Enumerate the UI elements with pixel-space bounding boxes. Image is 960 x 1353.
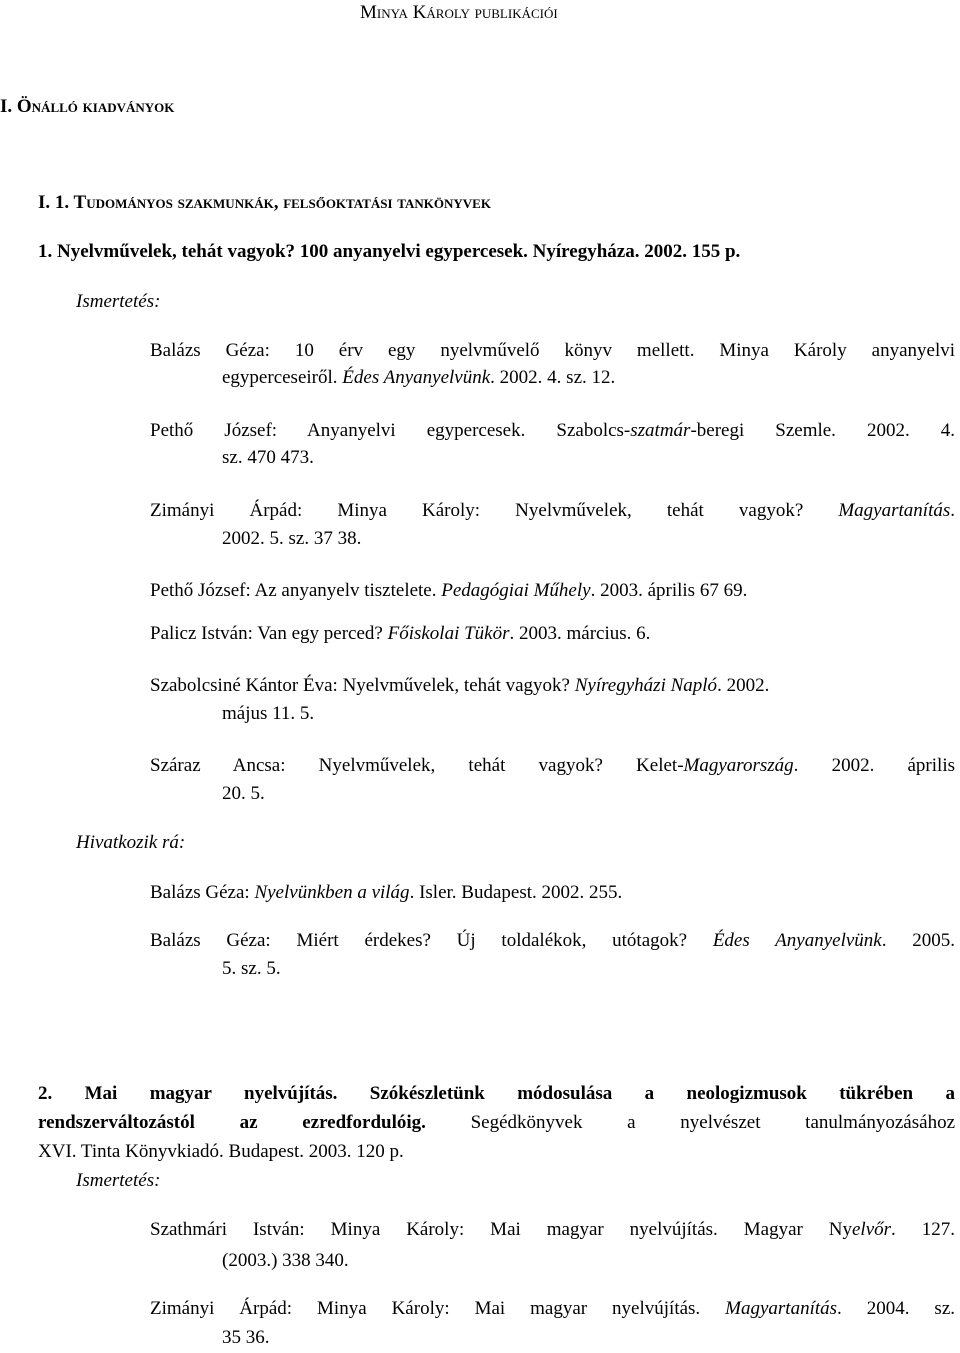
- entry-1-review-2-line-2: sz. 470 473.: [222, 447, 314, 468]
- entry-1-review-3-line-1: Zimányi Árpád: Minya Károly: Nyelvművelek, tehát vagyok? Magyartanítás.: [150, 500, 955, 521]
- entry-2-title-line-1: 2. Mai magyar nyelvújítás. Szókészletünk módosulása a neologizmusok tükrében a: [38, 1083, 955, 1104]
- entry-2-review-2-line-1: Zimányi Árpád: Minya Károly: Mai magyar nyelvújítás. Magyartanítás. 2004. sz.: [150, 1298, 956, 1319]
- page-title: Minya Károly publikációi: [360, 2, 558, 23]
- entry-1-review-6-line-1: Szabolcsiné Kántor Éva: Nyelvművelek, tehát vagyok? Nyíregyházi Napló. 2002.: [150, 675, 770, 696]
- entry-1-review-1-line-2: egyperceseiről. Édes Anyanyelvünk. 2002. 4. sz. 12.: [222, 367, 616, 388]
- entry-1-review-5-line-1: Palicz István: Van egy perced? Főiskolai Tükör. 2003. március. 6.: [150, 623, 651, 644]
- entry-1-review-7-line-2: 20. 5.: [222, 783, 265, 804]
- entry-2-review-label: Ismertetés:: [76, 1170, 161, 1191]
- entry-1-review-1-line-1: Balázs Géza: 10 érv egy nyelvművelő könyv mellett. Minya Károly anyanyelvi: [150, 340, 955, 361]
- entry-1-citation-1-line-1: Balázs Géza: Nyelvünkben a világ. Isler. Budapest. 2002. 255.: [150, 882, 623, 903]
- entry-1-citation-2-line-2: 5. sz. 5.: [222, 958, 281, 979]
- entry-1-citation-2-line-1: Balázs Géza: Miért érdekes? Új toldalékok, utótagok? Édes Anyanyelvünk. 2005.: [150, 930, 955, 951]
- entry-1-review-6-line-2: május 11. 5.: [222, 703, 315, 724]
- entry-2-title-line-3: XVI. Tinta Könyvkiadó. Budapest. 2003. 120 p.: [38, 1141, 404, 1162]
- entry-2-title-line-2: rendszerváltozástól az ezredfordulóig. Segédkönyvek a nyelvészet tanulmányozásához: [38, 1112, 956, 1133]
- section-heading: I. Önálló kiadványok: [0, 96, 175, 117]
- subsection-heading: I. 1. Tudományos szakmunkák, felsőoktatási tankönyvek: [38, 192, 491, 213]
- entry-1-review-4-line-1: Pethő József: Az anyanyelv tisztelete. Pedagógiai Műhely. 2003. április 67 69.: [150, 580, 748, 601]
- entry-1-review-2-line-1: Pethő József: Anyanyelvi egypercesek. Szabolcs-szatmár-beregi Szemle. 2002. 4.: [150, 420, 955, 441]
- entry-2-review-2-line-2: 35 36.: [222, 1327, 270, 1348]
- entry-1-review-7-line-1: Száraz Ancsa: Nyelvművelek, tehát vagyok? Kelet-Magyarország. 2002. április: [150, 755, 955, 776]
- entry-2-review-1-line-2: (2003.) 338 340.: [222, 1250, 349, 1271]
- entry-1-review-3-line-2: 2002. 5. sz. 37 38.: [222, 528, 362, 549]
- entry-2-review-1-line-1: Szathmári István: Minya Károly: Mai magyar nyelvújítás. Magyar Nyelvőr. 127.: [150, 1219, 955, 1240]
- entry-1-review-label: Ismertetés:: [76, 291, 161, 312]
- entry-1-citation-label: Hivatkozik rá:: [76, 832, 186, 853]
- entry-1-title: 1. Nyelvművelek, tehát vagyok? 100 anyanyelvi egypercesek. Nyíregyháza. 2002. 155 p.: [38, 241, 741, 262]
